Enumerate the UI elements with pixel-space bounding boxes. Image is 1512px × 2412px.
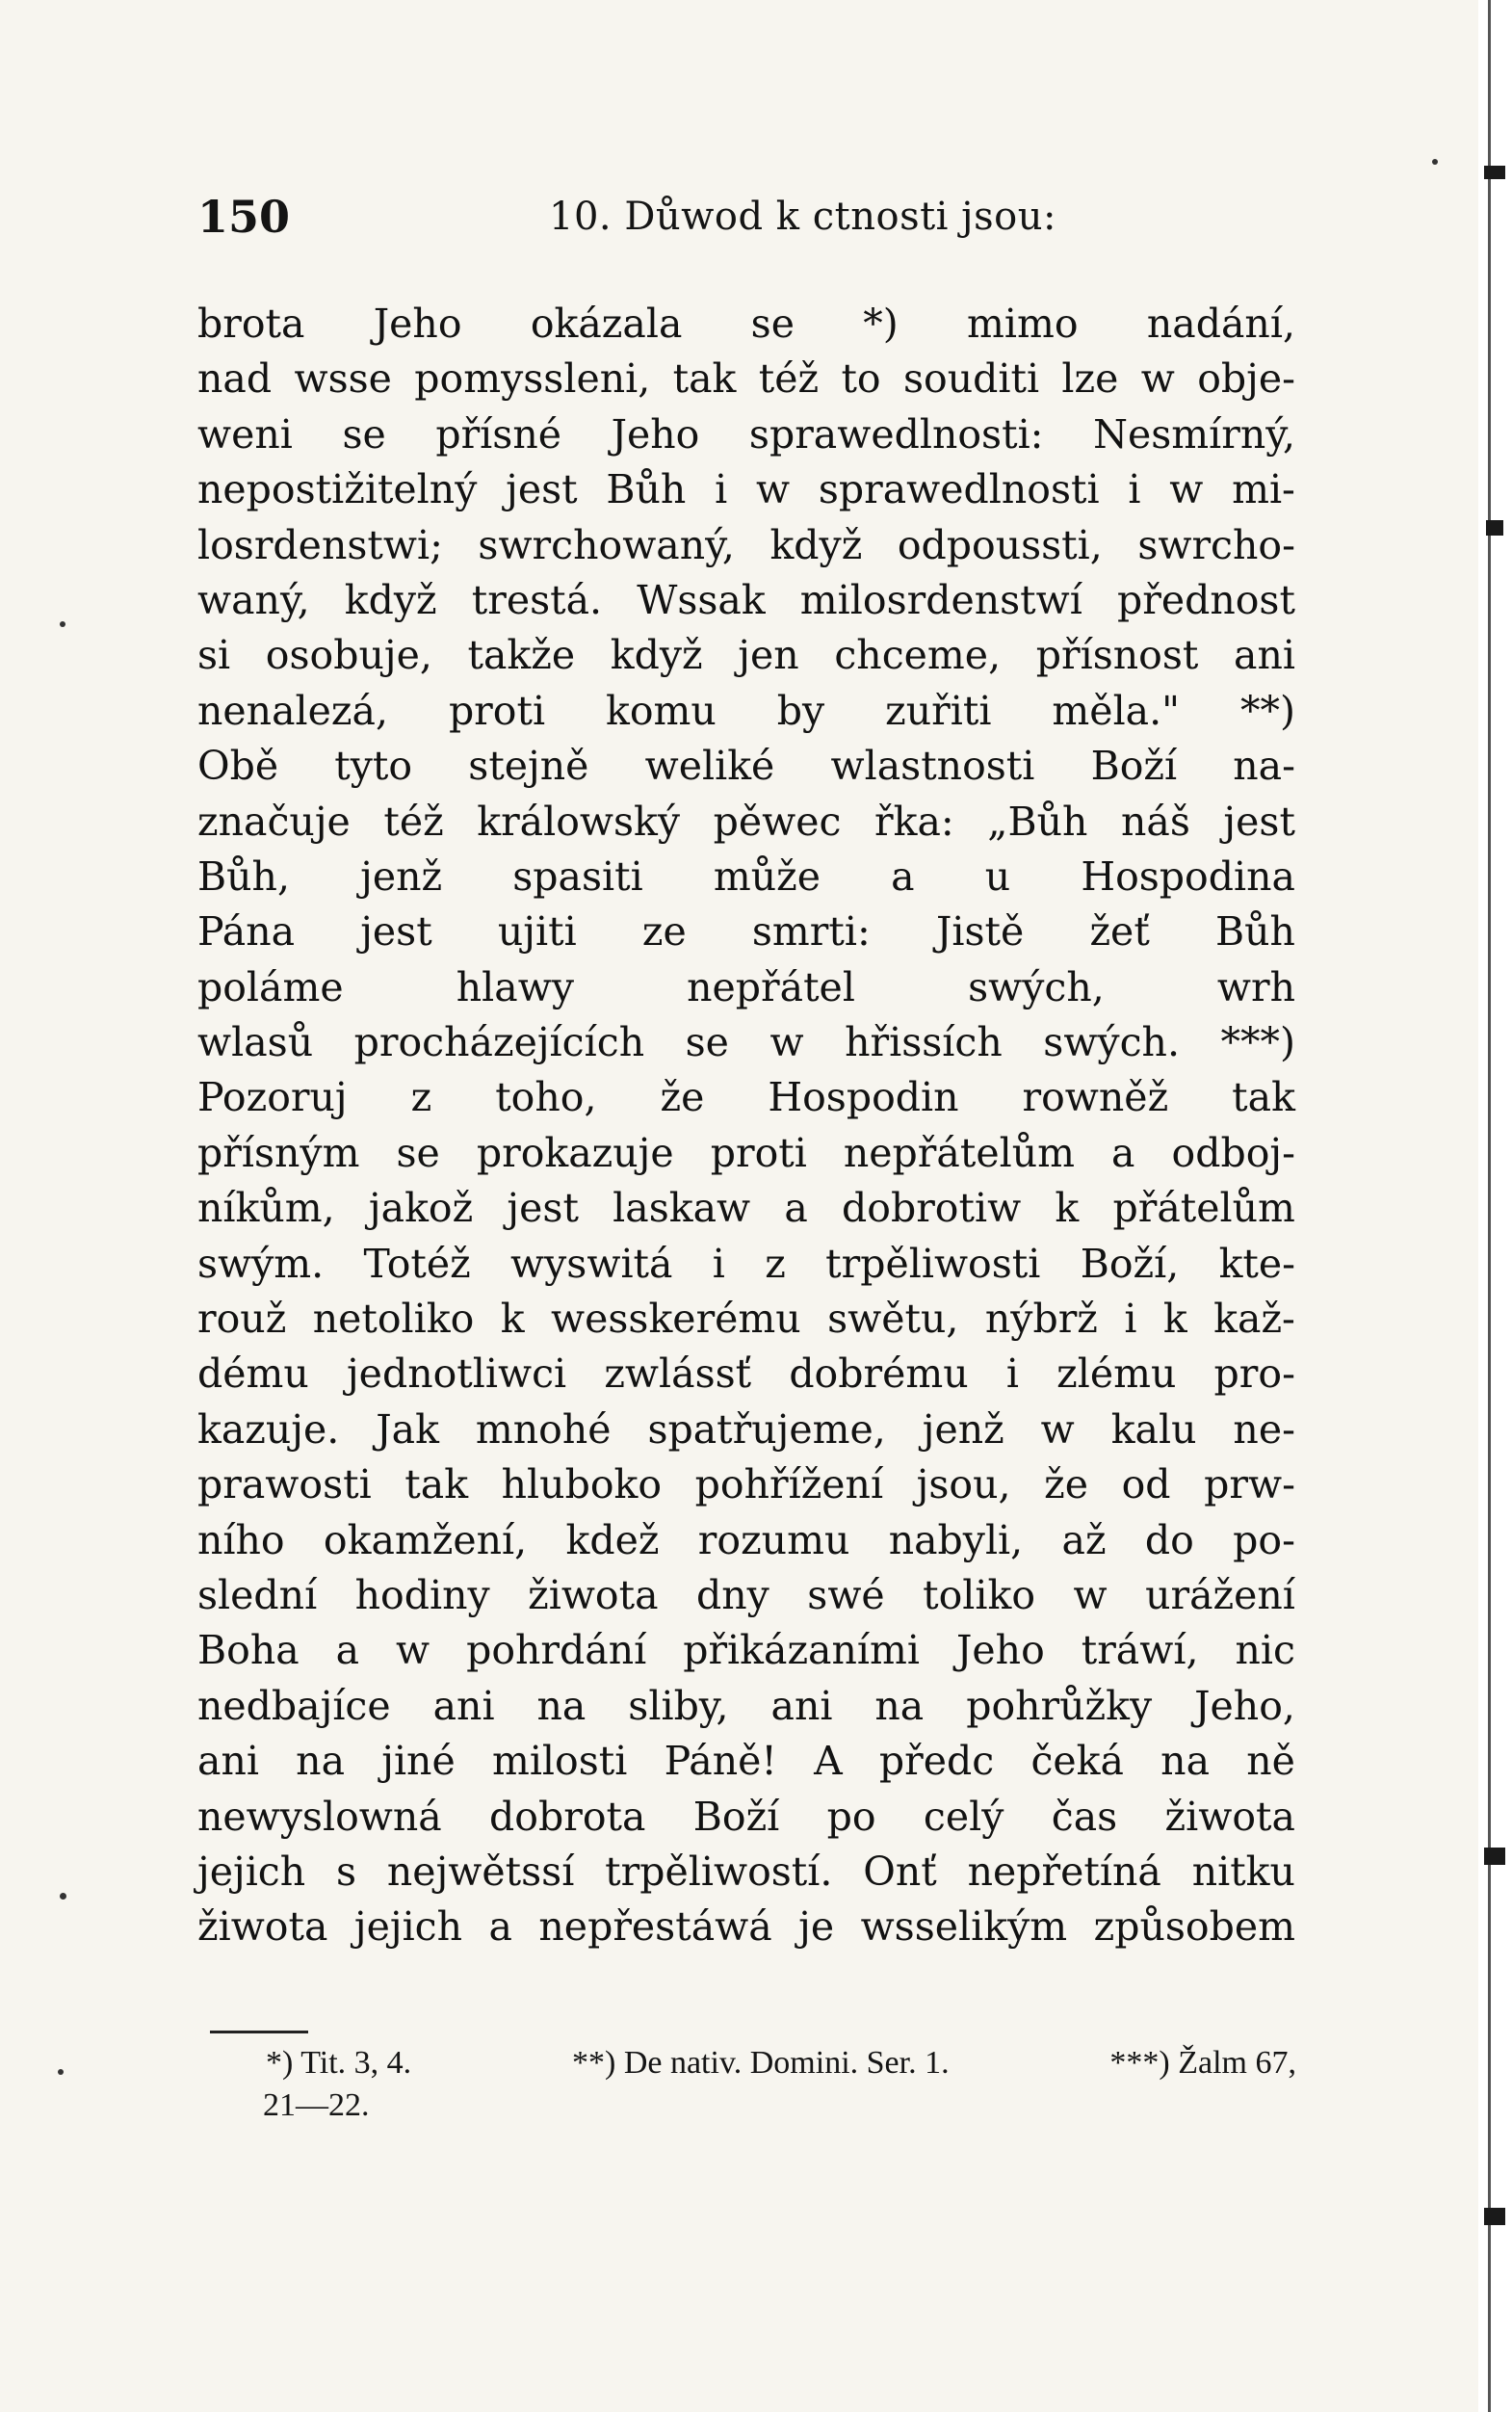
word: nic [1235, 1627, 1295, 1674]
word: že [660, 1074, 705, 1121]
word: pohřížení [694, 1461, 884, 1508]
footnote-1: *) Tit. 3, 4. [266, 2045, 412, 2081]
word: způsobem [1093, 1903, 1295, 1951]
footnote-continuation: 21—22. [263, 2087, 370, 2123]
word: na [296, 1738, 346, 1785]
word: ani [1234, 632, 1295, 679]
edge-mark [1484, 2208, 1505, 2225]
word: proti [448, 687, 546, 734]
word: a [335, 1627, 360, 1674]
text-line [197, 573, 1295, 628]
word: proti [710, 1129, 807, 1176]
word: přátelům [1112, 1185, 1295, 1232]
word: swých. [1043, 1019, 1180, 1066]
word: nad [197, 355, 273, 403]
word: a [891, 852, 915, 900]
word: Hospodina [1081, 852, 1295, 900]
word: a [784, 1185, 808, 1232]
word: nedbajíce [197, 1682, 391, 1729]
text-line [197, 1623, 1295, 1678]
word: hodiny [354, 1571, 490, 1618]
edge-mark [1484, 1848, 1505, 1865]
scan-edge-strip [1478, 0, 1512, 2412]
word: Pozoruj [197, 1074, 348, 1121]
word: wsselikým [860, 1903, 1068, 1951]
word: komu [606, 687, 717, 734]
word: toho, [495, 1074, 597, 1121]
word: je [798, 1903, 835, 1951]
word: přikázaními [683, 1627, 921, 1674]
word: se [750, 301, 795, 347]
word: w [769, 1019, 804, 1066]
word: w [1169, 466, 1204, 513]
scan-speck [58, 2069, 64, 2075]
text-line [197, 1790, 1295, 1845]
text-line [197, 1568, 1295, 1623]
scan-speck [1432, 159, 1438, 165]
text-line [197, 684, 1295, 739]
word: předc [878, 1738, 995, 1785]
text-line [197, 850, 1295, 904]
word: na- [1233, 743, 1295, 790]
word: do [1144, 1516, 1194, 1563]
word: jakož [368, 1185, 474, 1232]
word: wrh [1216, 963, 1295, 1010]
word: ze [641, 908, 687, 956]
word: nabyli, [888, 1516, 1024, 1563]
word: pomyssleni, [414, 355, 651, 403]
word: též [758, 355, 820, 403]
word: newyslowná [197, 1793, 442, 1840]
word: žiwota [528, 1571, 659, 1618]
word: měla." [1052, 687, 1181, 734]
word: Jeho, [1194, 1682, 1295, 1729]
word: slední [197, 1571, 318, 1618]
word: Wssak [637, 576, 766, 623]
text-line [197, 1181, 1295, 1236]
word: tak [1232, 1074, 1295, 1121]
word: ani [770, 1682, 833, 1729]
page-header [197, 188, 1305, 246]
word: w [1140, 355, 1175, 403]
word: přísným [197, 1129, 360, 1176]
text-line [197, 1070, 1295, 1125]
word: sliby, [628, 1682, 729, 1729]
word: jiné [381, 1738, 456, 1785]
word: přísné [435, 410, 561, 458]
word: okamžení, [323, 1516, 528, 1563]
word: hřissích [845, 1019, 1003, 1066]
word: to [841, 355, 881, 403]
word: „Bůh [987, 798, 1088, 845]
text-line [197, 1347, 1295, 1402]
word: Jeho [611, 410, 700, 458]
word: swých, [968, 963, 1105, 1010]
text-line [197, 1015, 1295, 1070]
word: procházejících [353, 1019, 645, 1066]
word: z [765, 1240, 786, 1287]
word: hlawy [456, 963, 574, 1010]
page-number: 150 [197, 191, 291, 243]
word: hluboko [501, 1461, 663, 1508]
word: ně [1246, 1738, 1295, 1785]
word: nenalezá, [197, 687, 388, 734]
word: nitku [1191, 1848, 1295, 1895]
word: by [776, 687, 825, 734]
word: rozumu [697, 1516, 850, 1563]
word: urážení [1145, 1571, 1295, 1618]
text-line [197, 795, 1295, 850]
word: po [826, 1793, 876, 1840]
word: níkům, [197, 1185, 335, 1232]
word: w [755, 466, 791, 513]
word: ani [432, 1682, 495, 1729]
edge-mark [1486, 520, 1503, 536]
word: wsse [294, 355, 392, 403]
text-line [197, 1457, 1295, 1512]
word: jest [1223, 798, 1295, 845]
word: souditi [902, 355, 1040, 403]
word: i [715, 466, 728, 513]
word: Jeho [955, 1627, 1045, 1674]
word: králowský [477, 798, 681, 845]
text-line [197, 407, 1295, 462]
word: dobrota [489, 1793, 646, 1840]
word: nepřátelům [843, 1129, 1075, 1176]
word: Boží [1090, 743, 1178, 790]
word: kalu [1110, 1405, 1197, 1453]
word: pro- [1213, 1350, 1295, 1398]
word: žiwota [1164, 1793, 1295, 1840]
word: Pána [197, 908, 296, 956]
word: Totéž [363, 1240, 471, 1287]
word: **) [1239, 687, 1295, 734]
text-line [197, 518, 1295, 573]
word: jest [360, 908, 432, 956]
word: Bůh [1214, 908, 1295, 956]
word: na [1160, 1738, 1211, 1785]
word: Obě [197, 743, 279, 790]
word: nejwětssí [386, 1848, 575, 1895]
word: když [769, 521, 863, 568]
text-line [197, 462, 1295, 517]
word: osobuje, [265, 632, 432, 679]
text-line [197, 297, 1295, 352]
word: wesskerému [551, 1296, 801, 1343]
word: Boží [692, 1793, 780, 1840]
word: prokazuje [476, 1129, 674, 1176]
running-head: 10. Důwod k ctnosti jsou: [549, 195, 1056, 239]
word: k [500, 1296, 525, 1343]
word: Bůh [606, 466, 687, 513]
footnote-2: **) De nativ. Domini. Ser. 1. [572, 2045, 950, 2081]
text-line [197, 628, 1295, 683]
word: kazuje. [197, 1405, 340, 1453]
word: i [1124, 1296, 1137, 1343]
text-line [197, 1679, 1295, 1734]
word: se [342, 410, 386, 458]
word: Páně! [664, 1738, 777, 1785]
text-line [197, 1403, 1295, 1457]
text-line [197, 1734, 1295, 1789]
word: wlastnosti [830, 743, 1035, 790]
word: chceme, [834, 632, 1002, 679]
word: sprawedlnosti [818, 466, 1100, 513]
word: kaž- [1213, 1296, 1295, 1343]
footnote-rule [210, 2031, 308, 2033]
word: trpěliwostí. [605, 1848, 833, 1895]
word: tak [404, 1461, 469, 1508]
word: a [1111, 1129, 1135, 1176]
word: na [536, 1682, 587, 1729]
word: Jeho [373, 301, 462, 347]
scan-speck [60, 621, 65, 627]
word: řka: [874, 798, 954, 845]
word: trpěliwosti [825, 1240, 1041, 1287]
word: když [344, 576, 437, 623]
text-line [197, 1237, 1295, 1292]
word: pohrdání [466, 1627, 647, 1674]
footnotes [263, 2042, 1296, 2127]
word: rowněž [1022, 1074, 1169, 1121]
word: dobrotiw [842, 1185, 1022, 1232]
word: Jak [376, 1405, 439, 1453]
word: prawosti [197, 1461, 372, 1508]
word: jsou, [916, 1461, 1011, 1508]
word: tak [672, 355, 737, 403]
word: značuje [197, 798, 351, 845]
word: celý [923, 1793, 1004, 1840]
text-line [197, 1513, 1295, 1568]
word: pěwec [713, 798, 842, 845]
word: swé [807, 1571, 885, 1618]
word: u [984, 852, 1011, 900]
word: se [396, 1129, 440, 1176]
word: k [1055, 1185, 1080, 1232]
word: rouž [197, 1296, 287, 1343]
text-line [197, 904, 1295, 959]
word: smrti: [751, 908, 871, 956]
word: wlasů [197, 1019, 314, 1066]
word: žiwota [197, 1903, 328, 1951]
word: čas [1051, 1793, 1118, 1840]
word: obje- [1197, 355, 1295, 403]
word: přísnost [1035, 632, 1199, 679]
word: spasiti [512, 852, 643, 900]
word: netoliko [312, 1296, 475, 1343]
word: náš [1120, 798, 1190, 845]
word: si [197, 632, 231, 679]
word: přednost [1116, 576, 1295, 623]
word: může [713, 852, 821, 900]
word: když [610, 632, 703, 679]
word: ***) [1220, 1019, 1295, 1066]
word: že [1044, 1461, 1089, 1508]
word: Hospodin [768, 1074, 959, 1121]
word: nepostižitelný [197, 466, 478, 513]
word: spatřujeme, [647, 1405, 886, 1453]
word: a [488, 1903, 512, 1951]
word: až [1061, 1516, 1107, 1563]
word: z [410, 1074, 432, 1121]
word: zuřiti [885, 687, 992, 734]
word: nýbrž [984, 1296, 1098, 1343]
text-line [197, 739, 1295, 794]
word: jenž [360, 852, 443, 900]
word: lze [1061, 355, 1119, 403]
word: sprawedlnosti: [748, 410, 1044, 458]
word: Jistě [935, 908, 1025, 956]
word: dému [197, 1350, 309, 1398]
word: swým. [197, 1240, 325, 1287]
word: A [814, 1738, 843, 1785]
word: s [336, 1848, 357, 1895]
word: mi- [1232, 466, 1295, 513]
word: se [685, 1019, 729, 1066]
word: ani [197, 1738, 259, 1785]
word: zwlássť [604, 1350, 752, 1398]
word: k [1162, 1296, 1187, 1343]
word: dny [696, 1571, 769, 1618]
word: ujiti [497, 908, 577, 956]
word: nadání, [1146, 301, 1295, 347]
word: kte- [1218, 1240, 1295, 1287]
word: weliké [644, 743, 775, 790]
word: ne- [1233, 1405, 1295, 1453]
word: i [1128, 466, 1141, 513]
word: wyswitá [510, 1240, 673, 1287]
word: w [1040, 1405, 1075, 1453]
text-line [197, 352, 1295, 406]
word: i [1005, 1350, 1019, 1398]
text-line [197, 1126, 1295, 1181]
word: milosti [491, 1738, 628, 1785]
word: tráwí, [1081, 1627, 1199, 1674]
word: jednotliwci [346, 1350, 567, 1398]
word: tyto [334, 743, 413, 790]
word: mimo [967, 301, 1079, 347]
word: waný, [197, 576, 310, 623]
word: mnohé [475, 1405, 612, 1453]
word: Bůh, [197, 852, 290, 900]
word: též [383, 798, 444, 845]
text-line [197, 1845, 1295, 1900]
edge-mark [1484, 166, 1505, 179]
word: ního [197, 1516, 285, 1563]
footnote-line [266, 2042, 1296, 2084]
text-line [197, 1292, 1295, 1347]
word: nepřetíná [967, 1848, 1161, 1895]
word: swrchowaný, [478, 521, 735, 568]
footnote-3: ***) Žalm 67, [1109, 2045, 1296, 2081]
word: pohrůžky [966, 1682, 1153, 1729]
word: takže [467, 632, 576, 679]
word: dobrému [789, 1350, 969, 1398]
text-line [197, 1900, 1295, 1954]
word: toliko [923, 1571, 1036, 1618]
word: stejně [468, 743, 589, 790]
word: Boha [197, 1627, 300, 1674]
word: swrcho- [1137, 521, 1295, 568]
word: weni [197, 410, 293, 458]
word: Nesmírný, [1093, 410, 1295, 458]
word: na [874, 1682, 925, 1729]
word: laskaw [613, 1185, 751, 1232]
word: jejich [197, 1848, 306, 1895]
word: Boží, [1080, 1240, 1180, 1287]
word: jest [506, 466, 578, 513]
edge-mark [1488, 0, 1491, 2412]
word: prw- [1204, 1461, 1295, 1508]
text-line [197, 960, 1295, 1015]
word: odpoussti, [897, 521, 1103, 568]
word: nepřátel [687, 963, 855, 1010]
word: zlému [1056, 1350, 1177, 1398]
word: poláme [197, 963, 344, 1010]
word: Onť [863, 1848, 937, 1895]
word: jen [738, 632, 799, 679]
word: odboj- [1171, 1129, 1295, 1176]
word: w [1073, 1571, 1108, 1618]
word: kdež [565, 1516, 660, 1563]
word: žeť [1089, 908, 1150, 956]
body-text [197, 297, 1295, 1955]
word: od [1121, 1461, 1171, 1508]
word: w [396, 1627, 430, 1674]
word: milosrdenstwí [799, 576, 1082, 623]
word: losrdenstwi; [197, 521, 443, 568]
word: čeká [1030, 1738, 1124, 1785]
word: nepřestáwá [538, 1903, 772, 1951]
word: *) [863, 301, 899, 347]
word: okázala [530, 301, 683, 347]
word: i [712, 1240, 725, 1287]
word: swětu, [827, 1296, 959, 1343]
word: trestá. [471, 576, 603, 623]
word: brota [197, 301, 305, 347]
word: po- [1233, 1516, 1295, 1563]
word: jest [507, 1185, 579, 1232]
word: jenž [922, 1405, 1004, 1453]
word: jejich [353, 1903, 463, 1951]
scan-speck [60, 1893, 66, 1900]
